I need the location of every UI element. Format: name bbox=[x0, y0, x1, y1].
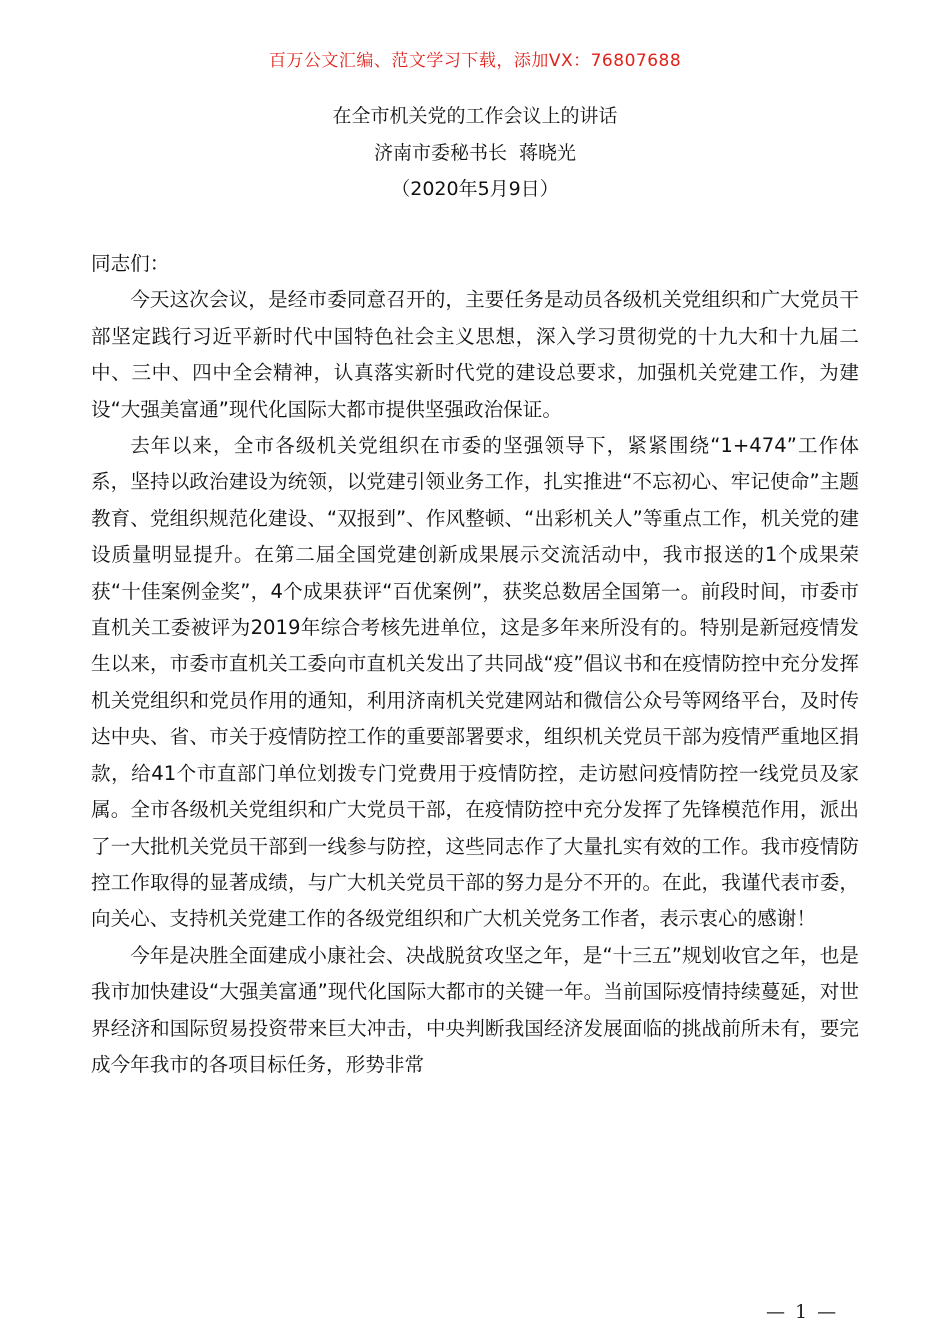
paragraph-3: 今年是决胜全面建成小康社会、决战脱贫攻坚之年，是“十三五”规划收官之年，也是我市加快建设“大强美富通”现代化国际大都市的关键一年。当前国际疫情持续蔓延，对世界经济和国际贸易投资带来巨大冲击，中央判断我国经济发展面临的挑战前所未有，要完成今年我市的各项目标任务，形势非常 bbox=[91, 943, 859, 1076]
speech-date: （2020年5月9日） bbox=[391, 178, 559, 200]
paragraph-2: 去年以来，全市各级机关党组织在市委的坚强领导下，紧紧围绕“1+474”工作体系，坚持以政治建设为统领，以党建引领业务工作，扎实推进“不忘初心、牢记使命”主题教育、党组织规范化建设、“双报到”、作风整顿、“出彩机关人”等重点工作，机关党的建设质量明显提升。在第二届全国党建创新成果展示交流活动中，我市报送的1个成果荣获“十佳案例金奖”，4个成果获评“百优案例”，获奖总数居全国第一。前段时间，市委市直机关工委被评为2019年综合考核先进单位，这是多年来所没有的。特别是新冠疫情发生以来，市委市直机关工委向市直机关发出了共同战“疫”倡议书和在疫情防控中充分发挥机关党组织和党员作用的通知，利用济南机关党建网站和微信公众号等网络平台，及时传达中央、省、市关于疫情防控工作的重要部署要求，组织机关党员干部为疫情严重地区捐款，给41个市直部门单位划拨专门党费用于疫情防控，走访慰问疫情防控一线党员及家属。全市各级机关党组织和广大党员干部，在疫情防控中充分发挥了先锋模范作用，派出了一大批机关党员干部到一线参与防控，这些同志作了大量扎实有效的工作。我市疫情防控工作取得的显著成绩，与广大机关党员干部的努力是分不开的。在此，我谨代表市委，向关心、支持机关党建工作的各级党组织和广大机关党务工作者，表示衷心的感谢！ bbox=[91, 434, 859, 931]
paragraph-1: 今天这次会议，是经市委同意召开的，主要任务是动员各级机关党组织和广大党员干部坚定践行习近平新时代中国特色社会主义思想，深入学习贯彻党的十九大和十九届二中、三中、四中全会精神，认真落实新时代党的建设总要求，加强机关党建工作，为建设“大强美富通”现代化国际大都市提供坚强政治保证。 bbox=[91, 288, 859, 421]
speech-body bbox=[91, 246, 859, 1083]
watermark-banner: 百万公文汇编、范文学习下载，添加VX：76807688 bbox=[268, 51, 682, 71]
page-number: — 1 — bbox=[766, 1301, 839, 1323]
speech-title: 在全市机关党的工作会议上的讲话 bbox=[332, 105, 618, 127]
greeting: 同志们： bbox=[91, 252, 170, 275]
speaker-line: 济南市委秘书长 蒋晓光 bbox=[373, 142, 577, 164]
